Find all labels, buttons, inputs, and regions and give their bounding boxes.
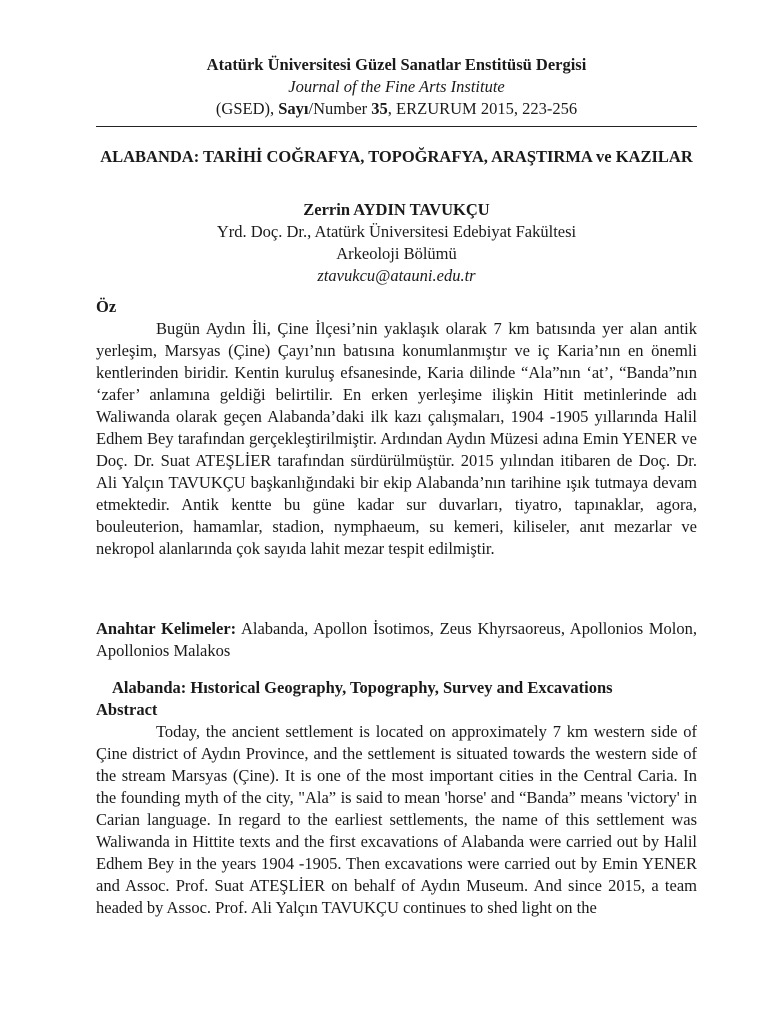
keywords	[96, 618, 697, 662]
issue-label: Sayı	[278, 99, 309, 118]
abstract-paragraph: Today, the ancient settlement is located on approximately 7 km western side of Çine district of Aydın Province, and the settlement is situated towards the western side of the stream Marsyas (Çine). It is one of the most important cities in the Central Caria. In the founding myth of the city, "Ala” is said to mean 'horse' and “Banda” means 'victory' in Carian language. In regard to the earliest settlements, the name of this settlement was Waliwanda in Hittite texts and the first excavations of Alabanda were carried out by Halil Edhem Bey in the years 1904 -1905. Then excavations were carried out by Emin YENER and Assoc. Prof. Suat ATEŞLİER on behalf of Aydın Museum. And since 2015, a team headed by Assoc. Prof. Ali Yalçın TAVUKÇU continues to shed light on the	[96, 722, 697, 917]
issue-number: 35	[371, 99, 388, 118]
english-title: Alabanda: Hıstorical Geography, Topography, Survey and Excavations	[112, 678, 613, 697]
header-divider	[96, 126, 697, 127]
author-title: Yrd. Doç. Dr., Atatürk Üniversitesi Edebiyat Fakültesi	[216, 222, 577, 241]
author-name: Zerrin AYDIN TAVUKÇU	[303, 200, 490, 219]
oz-heading: Öz	[96, 297, 117, 316]
oz-paragraph: Bugün Aydın İli, Çine İlçesi’nin yaklaşık olarak 7 km batısında yer alan antik yerleşim, Marsyas (Çine) Çayı’nın batısına konumlanmıştır ve iç Karia’nın en önemli kentlerinden biridir. Kentin kuruluş efsanesinde, Karia dilinde “Ala”nın ‘at’, “Banda”nın ‘zafer’ anlamına geldiği belirtilir. En erken yerleşime ilişkin Hitit metinlerinde adı Waliwanda olarak geçen Alabanda’daki ilk kazı çalışmaları, 1904 -1905 yıllarında Halil Edhem Bey tarafından gerçekleştirilmiştir. Ardından Aydın Müzesi adına Emin YENER ve Doç. Dr. Suat ATEŞLİER tarafından sürdürülmüştür. 2015 yılından itibaren de Doç. Dr. Ali Yalçın TAVUKÇU başkanlığındaki bir ekip Alabanda’nın tarihine ışık tutmaya devam etmektedir. Antik kentte bu güne kadar sur duvarları, tiyatro, tapınaklar, agora, bouleuterion, hamamlar, stadion, nymphaeum, su kemeri, kiliseler, anıt mezarlar ve nekropol alanlarında çok sayıda lahit mezar tespit edilmiştir.	[96, 319, 697, 558]
journal-name-tr: Atatürk Üniversitesi Güzel Sanatlar Enstitüsü Dergisi	[206, 55, 587, 74]
journal-name-en: Journal of the Fine Arts Institute	[288, 77, 505, 96]
journal-header	[96, 54, 697, 120]
author-block	[96, 199, 697, 287]
keywords-text: Alabanda, Apollon İsotimos, Zeus Khyrsaoreus, Apollonios Molon, Apollonios Malakos	[96, 619, 697, 660]
author-department: Arkeoloji Bölümü	[336, 244, 457, 263]
issue-prefix: (GSED),	[215, 99, 279, 118]
keywords-label: Anahtar Kelimeler:	[96, 619, 237, 638]
issue-suffix: , ERZURUM 2015, 223-256	[387, 99, 578, 118]
abstract-heading: Abstract	[96, 700, 158, 719]
author-email: ztavukcu@atauni.edu.tr	[317, 266, 476, 285]
article-title: ALABANDA: TARİHİ COĞRAFYA, TOPOĞRAFYA, ARAŞTIRMA ve KAZILAR	[100, 147, 693, 166]
issue-label-rest: /Number	[308, 99, 372, 118]
journal-issue-line	[96, 98, 697, 120]
